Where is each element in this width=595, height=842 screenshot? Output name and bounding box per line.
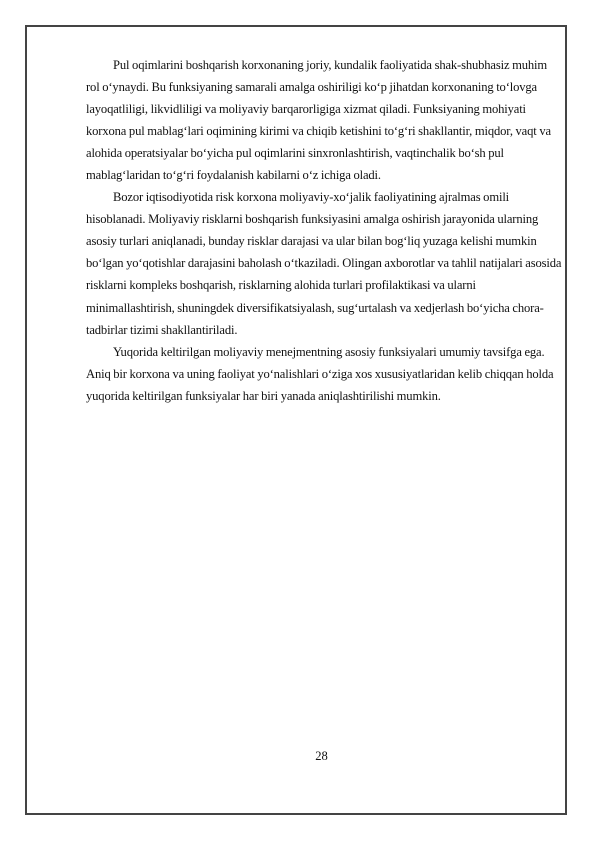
paragraph-functions-summary: Yuqorida keltirilgan moliyaviy menejmentning asosiy funksiyalari umumiy tavsifga ega. Aniq bir korxona va uning faoliyat yoʻnalishlari oʻziga xos xususiyatlaridan kelib chiqqan holda yuqorida keltirilgan funksiyalar har biri yanada aniqlashtirilishi mumkin. xyxy=(86,344,554,403)
page-number: 28 xyxy=(315,749,328,763)
body-text xyxy=(86,54,562,407)
paragraph-risk-management: Bozor iqtisodiyotida risk korxona moliyaviy-xoʻjalik faoliyatining ajralmas omili hisoblanadi. Moliyaviy risklarni boshqarish funksiyasini amalga oshirish jarayonida ularning asosiy turlari aniqlanadi, bunday risklar darajasi va ular bilan bogʻliq yuzaga kelishi mumkin boʻlgan yoʻqotishlar darajasini baholash oʻtkaziladi. Olingan axborotlar va tahlil natijalari asosida risklarni kompleks boshqarish, risklarning alohida turlari profilaktikasi va ularni minimallashtirish, shuningdek diversifikatsiyalash, sugʻurtalash va xedjerlash boʻyicha chora-tadbirlar tizimi shakllantiriladi. xyxy=(86,190,562,337)
paragraph-cash-flow-management: Pul oqimlarini boshqarish korxonaning joriy, kundalik faoliyatida shak-shubhasiz muhim rol oʻynaydi. Bu funksiyaning samarali amalga oshiriligi koʻp jihatdan korxonaning toʻlovga layoqatliligi, likvidliligi va moliyaviy barqarorligiga xizmat qiladi. Funksiyaning mohiyati korxona pul mablagʻlari oqimining kirimi va chiqib ketishini toʻgʻri shakllantir, miqdor, vaqt va alohida operatsiyalar boʻyicha pul oqimlarini sinxronlashtirish, vaqtinchalik boʻsh pul mablagʻlaridan toʻgʻri foydalanish kabilarni oʻz ichiga oladi. xyxy=(86,58,551,183)
